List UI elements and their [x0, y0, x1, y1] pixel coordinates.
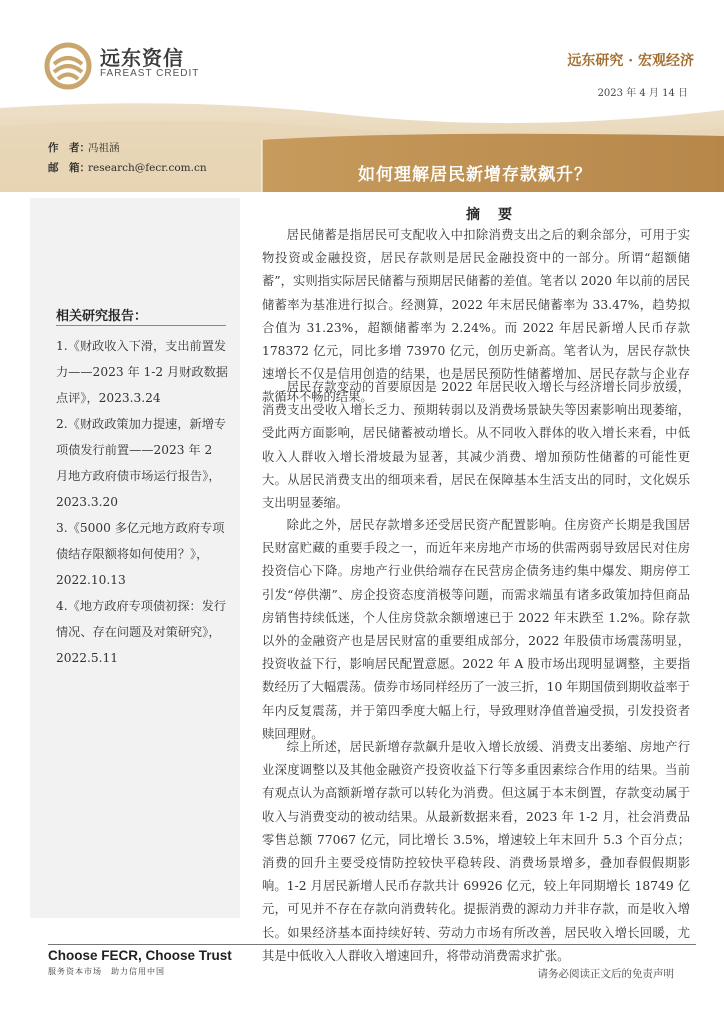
related-report-item[interactable]: 4.《地方政府专项债初探：发行情况、存在问题及对策研究》，2022.5.11	[56, 599, 227, 665]
email-line	[48, 160, 207, 175]
footer-slogan-en: Choose FECR, Choose Trust	[48, 948, 232, 963]
related-reports-title: 相关研究报告：	[56, 309, 148, 324]
abstract-paragraph: 除此之外，居民存款增多还受居民资产配置影响。住房资产长期是我国居民财富贮藏的重要手段之一，而近年来房地产市场的供需两弱导致居民对住房投资信心下降。房地产行业供给端存在民营房企债务违约集中爆发、期房停工引发“停供潮”、房企投资态度消极等问题，而需求端虽有诸多政策加持但商品房销售持续低迷，个人住房贷款余额增速已于 2022 年末跌至 1.2%。除存款以外的金融资产也是居民财富的重要组成部分，2022 年股债市场震荡明显，投资收益下行，影响居民配置意愿。2022 年 A 股市场出现明显调整，主要指数经历了大幅震荡。债券市场同样经历了一波三折，10 年期国债到期收益率于年内反复震荡，并于第四季度大幅上行，导致理财净值普遍受损，引发投资者赎回理财。	[262, 518, 690, 741]
abstract-paragraph: 居民存款变动的首要原因是 2022 年居民收入增长与经济增长同步放缓，消费支出受收入增长乏力、预期转弱以及消费场景缺失等因素影响出现萎缩，受此两方面影响，居民储蓄被动增长。从不同收入群体的收入增长来看，中低收入人群收入增长滑坡最为显著，其减少消费、增加预防性储蓄的可能性更大。从居民消费支出的细项来看，居民在保障基本生活支出的同时，文化娱乐支出明显萎缩。	[262, 380, 690, 511]
footer-divider	[48, 944, 696, 945]
author-email-link[interactable]: research@fecr.com.cn	[88, 162, 207, 174]
abstract-heading: 摘要	[466, 207, 530, 223]
related-report-item[interactable]: 1.《财政收入下滑，支出前置发力——2023 年 1-2 月财政数据点评》，2023.3.24	[56, 339, 228, 405]
disclaimer-note: 请务必阅读正文后的免责声明	[537, 968, 674, 980]
brand-name-en: FAREAST CREDIT	[100, 68, 200, 79]
report-date: 2023 年 4 月 14 日	[597, 88, 688, 99]
related-report-item[interactable]: 2.《财政政策加力提速，新增专项债发行前置——2023 年 2 月地方政府债市场运行报告》，2023.3.20	[56, 417, 227, 509]
author-label: 作 者：	[48, 142, 90, 154]
fareast-credit-logo-icon	[44, 42, 92, 90]
report-section: 远东研究 · 宏观经济	[567, 53, 694, 69]
author-line	[48, 140, 120, 155]
related-report-item[interactable]: 3.《5000 多亿元地方政府专项债结存限额将如何使用？》，2022.10.13	[56, 521, 225, 587]
abstract-paragraph: 综上所述，居民新增存款飙升是收入增长放缓、消费支出萎缩、房地产行业深度调整以及其他金融资产投资收益下行等多重因素综合作用的结果。当前有观点认为高额新增存款可以转化为消费。但这属于本末倒置，存款变动属于收入与消费变动的被动结果。从最新数据来看，2023 年 1-2 月，社会消费品零售总额 77067 亿元，同比增长 3.5%，增速较上年末回升 5.3 个百分点；消费的回升主要受疫情防控较快平稳转段、消费场景增多，叠加春假假期影响。1-2 月居民新增人民币存款共计 69926 亿元，较上年同期增长 18749 亿元，可见并不存在存款向消费转化。提振消费的源动力并非存款，而是收入增长。如果经济基本面持续好转、劳动力市场有所改善，居民收入增长回暖，尤其是中低收入人群收入增速回升，将带动消费需求扩张。	[262, 740, 690, 963]
report-title: 如何理解居民新增存款飙升？	[358, 165, 592, 185]
brand-name-cn: 远东资信	[100, 46, 184, 70]
abstract-paragraph: 居民储蓄是指居民可支配收入中扣除消费支出之后的剩余部分，可用于实物投资或金融投资，居民存款则是居民金融投资中的一部分。所谓“超额储蓄”，实则指实际居民储蓄与预期居民储蓄的差值。笔者以 2020 年以前的居民储蓄率为基准进行拟合。经测算，2022 年末居民储蓄率为 33.47%，趋势拟合值为 31.23%，超额储蓄率为 2.24%。而 2022 年居民新增人民币存款 178372 亿元，同比多增 73970 亿元，创历史新高。笔者认为，居民存款快速增长不仅是信用创造的结果，也是居民预防性储蓄增加、居民存款与企业存款循环不畅的结果。	[262, 228, 690, 405]
sidebar-divider	[56, 325, 226, 326]
author-name: 冯祖涵	[88, 142, 120, 154]
email-label: 邮 箱：	[48, 162, 90, 174]
footer-slogan-cn: 服务资本市场 助力信用中国	[48, 967, 165, 976]
